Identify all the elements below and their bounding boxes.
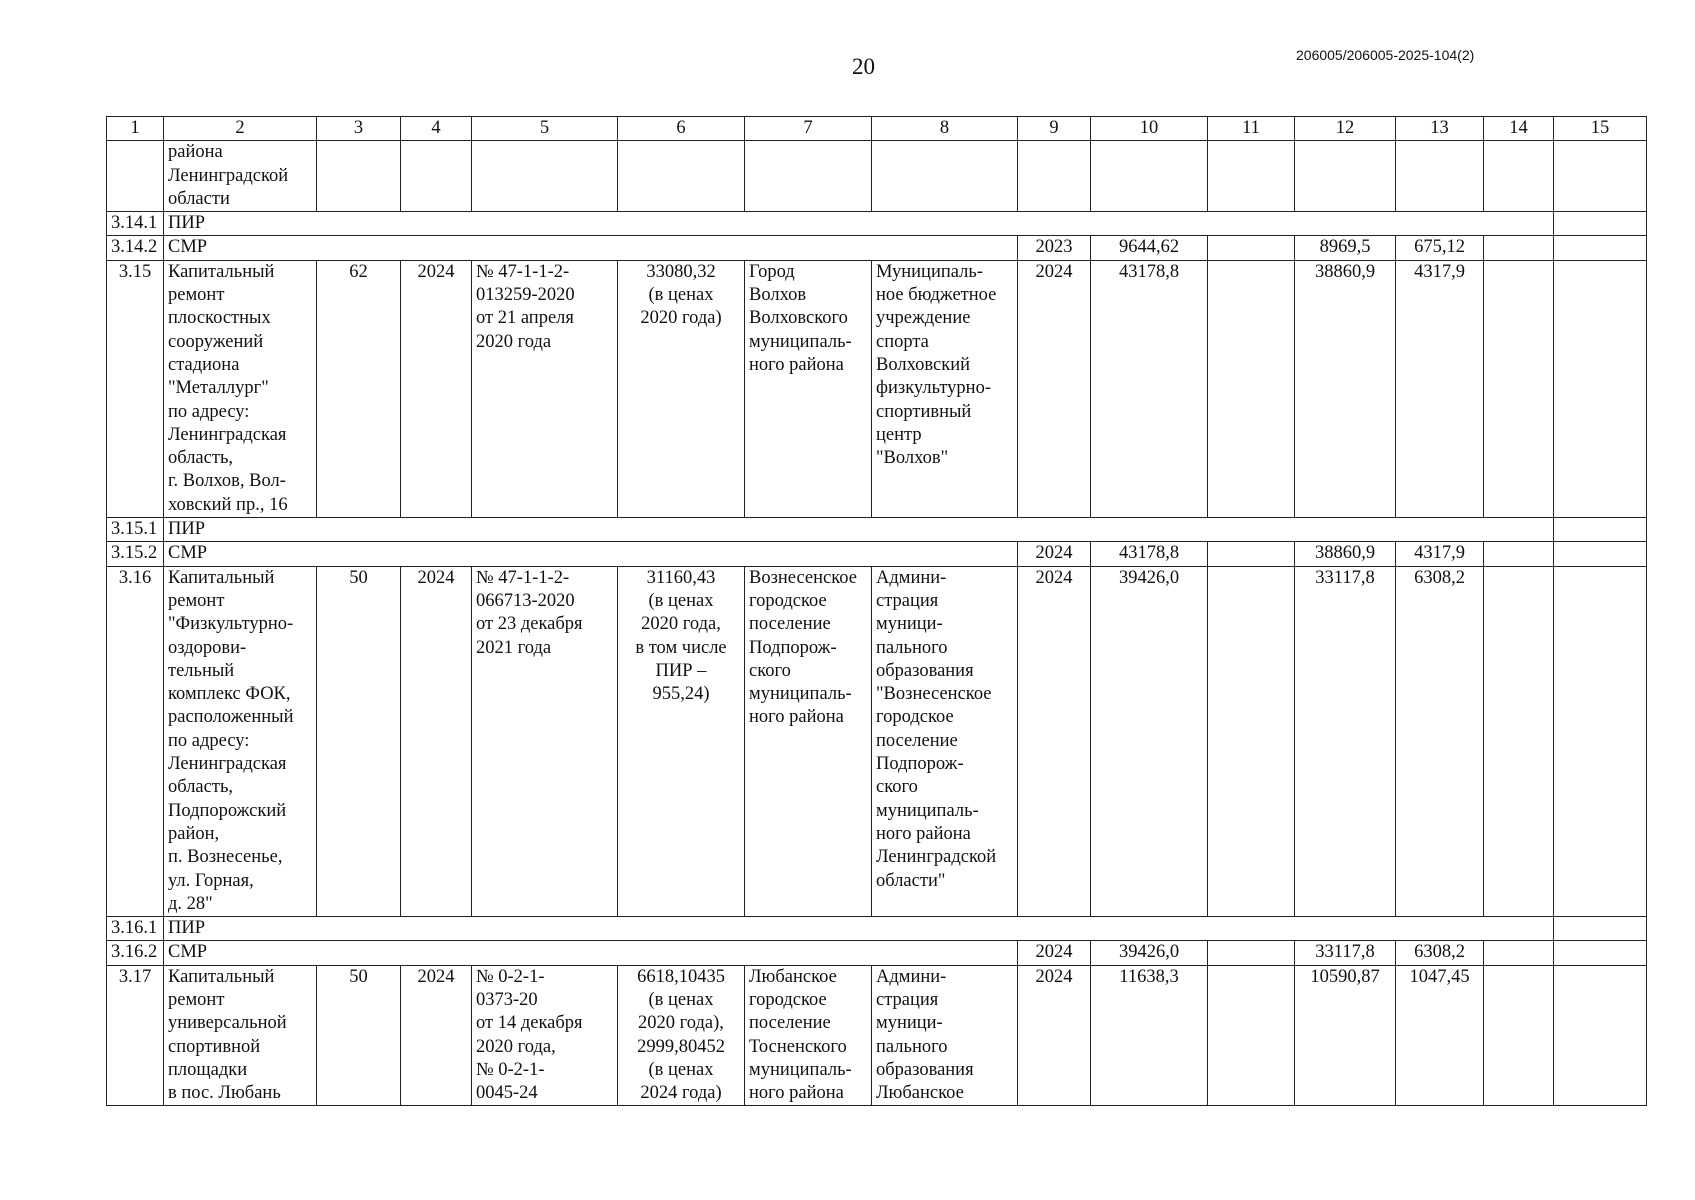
cell-line: (в ценах: [648, 590, 714, 611]
header-cell: 10: [1091, 117, 1208, 141]
capacity-cell: 50: [317, 566, 401, 916]
stage-label: СМР: [164, 542, 1018, 566]
stage-label: СМР: [164, 236, 1018, 260]
cell-line: № 47-1-1-2-: [476, 261, 570, 282]
year-cell: 2024: [1018, 260, 1091, 517]
stage-label: СМР: [164, 941, 1018, 965]
year-cell: 2023: [1018, 236, 1091, 260]
municipality-cell: [745, 566, 872, 916]
header-cell: 15: [1554, 117, 1647, 141]
cell-line: п. Вознесенье,: [168, 847, 283, 868]
header-cell: 13: [1396, 117, 1484, 141]
row-number: [107, 141, 164, 212]
cell-line: Волхов: [749, 285, 807, 306]
cell-line: Капитальный: [168, 261, 275, 282]
cell-line: муниципаль-: [749, 1059, 852, 1080]
header-cell: 4: [401, 117, 472, 141]
customer-cell: [872, 965, 1018, 1106]
header-cell: 12: [1295, 117, 1396, 141]
header-cell: 2: [164, 117, 317, 141]
header-cell: 1: [107, 117, 164, 141]
year-cell: 2024: [401, 260, 472, 517]
cell-line: 33080,32: [646, 261, 716, 282]
cell-line: от 14 декабря: [476, 1013, 583, 1034]
cell-line: оздорови-: [168, 637, 247, 658]
cell-line: пального: [876, 1036, 948, 1057]
capacity-cell: 62: [317, 260, 401, 517]
cell-line: спорта: [876, 331, 929, 352]
cell-line: 2024 года): [640, 1083, 722, 1104]
header-cell: 9: [1018, 117, 1091, 141]
year-cell: 2024: [401, 965, 472, 1106]
cell-line: 955,24): [652, 684, 710, 705]
cell-line: Капитальный: [168, 567, 275, 588]
cell-line: Админи-: [876, 567, 947, 588]
cell-line: ПИР –: [655, 660, 707, 681]
total-cell: 9644,62: [1091, 236, 1208, 260]
cell-line: Админи-: [876, 966, 947, 987]
cell-line: спортивный: [876, 401, 972, 422]
expertise-cell: [472, 965, 618, 1106]
row-number: 3.17: [107, 965, 164, 1106]
program-table: [106, 116, 1647, 1106]
cell-line: ского: [749, 660, 791, 681]
cell-line: от 21 апреля: [476, 308, 574, 329]
customer-cell: [872, 260, 1018, 517]
year-cell: 2024: [1018, 941, 1091, 965]
total-cell: 39426,0: [1091, 566, 1208, 916]
cell-line: 2999,80452: [637, 1036, 725, 1057]
table-row: [107, 542, 1647, 566]
cell-line: "Металлург": [168, 378, 269, 399]
cell-line: образования: [876, 660, 974, 681]
local-budget-cell: 6308,2: [1396, 941, 1484, 965]
cell-line: Ленинградской: [876, 847, 997, 868]
cell-line: № 47-1-1-2-: [476, 567, 570, 588]
table-row: [107, 941, 1647, 965]
header-cell: 8: [872, 117, 1018, 141]
expertise-cell: [472, 566, 618, 916]
row-number: 3.16: [107, 566, 164, 916]
local-budget-cell: 1047,45: [1396, 965, 1484, 1106]
table-row: [107, 965, 1647, 1106]
year-cell: 2024: [1018, 542, 1091, 566]
document-id: 206005/206005-2025-104(2): [1296, 47, 1475, 63]
cell-line: ремонт: [168, 989, 225, 1010]
regional-budget-cell: 8969,5: [1295, 236, 1396, 260]
customer-cell: [872, 566, 1018, 916]
municipality-cell: [745, 260, 872, 517]
cell-line: (в ценах: [648, 1059, 714, 1080]
cell-line: Вознесенское: [749, 567, 857, 588]
cell-line: 2020 года),: [638, 1013, 724, 1034]
table-row: [107, 518, 1647, 542]
cell-line: (в ценах: [648, 989, 714, 1010]
cell-line: ремонт: [168, 285, 225, 306]
cell-line: стадиона: [168, 354, 240, 375]
cell-line: городское: [749, 590, 827, 611]
cell-line: 2020 года,: [476, 1036, 556, 1057]
cell-line: центр: [876, 424, 922, 445]
cell-line: в том числе: [635, 637, 727, 658]
cell-line: 2020 года: [476, 331, 552, 352]
cell-line: Капитальный: [168, 966, 275, 987]
local-budget-cell: 4317,9: [1396, 260, 1484, 517]
cell-line: района: [168, 142, 223, 163]
cell-line: тельный: [168, 660, 235, 681]
local-budget-cell: 4317,9: [1396, 542, 1484, 566]
cell-line: д. 28": [168, 893, 213, 914]
table-row: [107, 566, 1647, 916]
cell-line: Подпорож-: [876, 754, 964, 775]
cell-line: 2020 года): [640, 308, 722, 329]
cell-line: район,: [168, 823, 220, 844]
cell-line: комплекс ФОК,: [168, 684, 291, 705]
header-cell: 14: [1484, 117, 1554, 141]
cell-line: области": [876, 870, 946, 891]
cell-line: 31160,43: [646, 567, 716, 588]
cell-line: г. Волхов, Вол-: [168, 471, 286, 492]
cell-line: поселение: [749, 1013, 831, 1034]
year-cell: 2024: [1018, 965, 1091, 1106]
cell-line: универсальной: [168, 1013, 287, 1034]
cell-line: муници-: [876, 1013, 943, 1034]
cell-line: площадки: [168, 1059, 248, 1080]
cell-line: городское: [749, 989, 827, 1010]
cell-line: области: [168, 188, 230, 209]
cell-line: Любанское: [876, 1083, 964, 1104]
regional-budget-cell: 10590,87: [1295, 965, 1396, 1106]
year-cell: 2024: [401, 566, 472, 916]
cell-line: Подпорож-: [749, 637, 837, 658]
cell-line: страция: [876, 590, 939, 611]
cell-line: пального: [876, 637, 948, 658]
cell-line: по адресу:: [168, 730, 250, 751]
cell-line: область,: [168, 777, 234, 798]
header-cell: 7: [745, 117, 872, 141]
cell-line: муниципаль-: [749, 684, 852, 705]
cell-line: ного района: [749, 1083, 844, 1104]
cell-line: ского: [876, 777, 918, 798]
municipality-cell: [745, 965, 872, 1106]
estimate-cell: [618, 965, 745, 1106]
regional-budget-cell: 38860,9: [1295, 260, 1396, 517]
cell-line: 2021 года: [476, 637, 552, 658]
cell-line: 0045-24: [476, 1083, 538, 1104]
cell-line: в пос. Любань: [168, 1083, 281, 1104]
row-number: 3.15: [107, 260, 164, 517]
cell-line: 013259-2020: [476, 285, 575, 306]
local-budget-cell: 675,12: [1396, 236, 1484, 260]
cell-line: область,: [168, 448, 234, 469]
row-number: 3.15.2: [107, 542, 164, 566]
header-cell: 3: [317, 117, 401, 141]
capacity-cell: 50: [317, 965, 401, 1106]
page-number: 20: [852, 54, 875, 79]
stage-label: ПИР: [164, 212, 1554, 236]
cell-line: ховский пр., 16: [168, 494, 288, 515]
cell-line: "Вознесенское: [876, 684, 992, 705]
header-cell: 11: [1208, 117, 1295, 141]
cell-line: Тосненского: [749, 1036, 847, 1057]
row-number: 3.14.2: [107, 236, 164, 260]
cell-line: сооружений: [168, 331, 264, 352]
regional-budget-cell: 38860,9: [1295, 542, 1396, 566]
total-cell: 39426,0: [1091, 941, 1208, 965]
stage-label: ПИР: [164, 917, 1554, 941]
cell-line: ное бюджетное: [876, 285, 997, 306]
cell-line: образования: [876, 1059, 974, 1080]
cell-line: Муниципаль-: [876, 261, 983, 282]
cell-line: ного района: [876, 823, 971, 844]
header-cell: 5: [472, 117, 618, 141]
total-cell: 43178,8: [1091, 260, 1208, 517]
cell-line: "Физкультурно-: [168, 614, 294, 635]
cell-line: Ленинградская: [168, 424, 287, 445]
cell-line: поселение: [749, 614, 831, 635]
cell-line: Ленинградской: [168, 165, 289, 186]
local-budget-cell: 6308,2: [1396, 566, 1484, 916]
cell-line: Волховский: [876, 354, 970, 375]
total-cell: 11638,3: [1091, 965, 1208, 1106]
stage-label: ПИР: [164, 518, 1554, 542]
table-row: [107, 236, 1647, 260]
regional-budget-cell: 33117,8: [1295, 566, 1396, 916]
cell-line: № 0-2-1-: [476, 966, 545, 987]
cell-line: № 0-2-1-: [476, 1059, 545, 1080]
cell-line: 2020 года,: [641, 614, 721, 635]
cell-line: от 23 декабря: [476, 614, 583, 635]
cell-line: по адресу:: [168, 401, 250, 422]
cell-line: 6618,10435: [637, 966, 725, 987]
cell-line: страция: [876, 989, 939, 1010]
cell-line: (в ценах: [648, 285, 714, 306]
table-row: [107, 917, 1647, 941]
object-name-cell: [164, 260, 317, 517]
cell-line: Город: [749, 261, 795, 282]
total-cell: 43178,8: [1091, 542, 1208, 566]
row-number: 3.15.1: [107, 518, 164, 542]
table-row: [107, 141, 1647, 212]
cell-line: Любанское: [749, 966, 837, 987]
cell-line: плоскостных: [168, 308, 271, 329]
row-number: 3.14.1: [107, 212, 164, 236]
table-row: [107, 212, 1647, 236]
cell-line: расположенный: [168, 707, 294, 728]
cell-line: ул. Горная,: [168, 870, 254, 891]
row-number: 3.16.2: [107, 941, 164, 965]
cell-line: Подпорожский: [168, 800, 287, 821]
object-name-cell: [164, 965, 317, 1106]
header-row: [107, 117, 1647, 141]
cell-line: поселение: [876, 730, 958, 751]
cell-line: муници-: [876, 614, 943, 635]
table-row: [107, 260, 1647, 517]
estimate-cell: [618, 566, 745, 916]
cell-line: Волховского: [749, 308, 848, 329]
cell-line: учреждение: [876, 308, 971, 329]
cell-line: Ленинградская: [168, 754, 287, 775]
cell-line: физкультурно-: [876, 378, 991, 399]
row-number: 3.16.1: [107, 917, 164, 941]
cell-line: 066713-2020: [476, 590, 575, 611]
header-cell: 6: [618, 117, 745, 141]
regional-budget-cell: 33117,8: [1295, 941, 1396, 965]
cell-line: ремонт: [168, 590, 225, 611]
expertise-cell: [472, 260, 618, 517]
cell-line: ного района: [749, 707, 844, 728]
object-name-cell: [164, 566, 317, 916]
cell-line: 0373-20: [476, 989, 538, 1010]
cell-line: муниципаль-: [876, 800, 979, 821]
cell-line: "Волхов": [876, 448, 949, 469]
estimate-cell: [618, 260, 745, 517]
object-name-cell: [164, 141, 317, 212]
cell-line: спортивной: [168, 1036, 261, 1057]
cell-line: ного района: [749, 354, 844, 375]
cell-line: городское: [876, 707, 954, 728]
cell-line: муниципаль-: [749, 331, 852, 352]
year-cell: 2024: [1018, 566, 1091, 916]
